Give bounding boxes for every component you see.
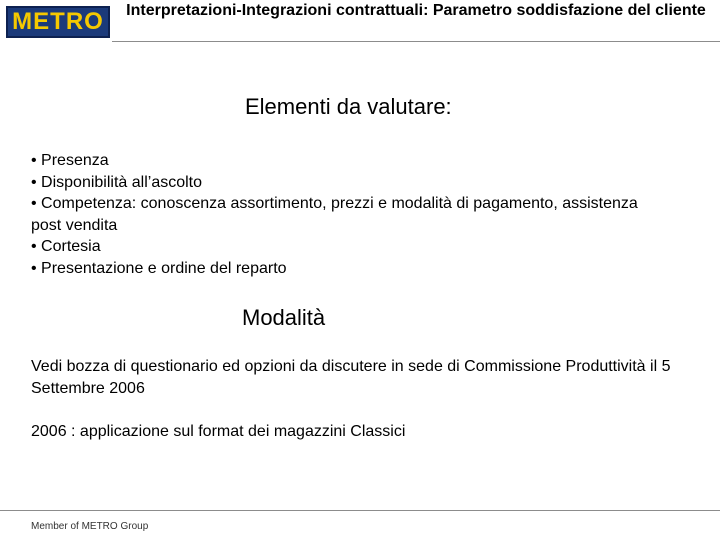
- list-item: • Presenza: [31, 152, 109, 169]
- metro-logo: [6, 6, 110, 38]
- list-item: • Disponibilità all’ascolto: [31, 173, 203, 191]
- list-item: • Competenza: conoscenza assortimento, prezzi e modalità di pagamento, assistenza post vendita: [31, 195, 638, 234]
- evaluation-list: [31, 150, 671, 280]
- footer-divider: [0, 510, 720, 511]
- list-item: • Presentazione e ordine del reparto: [31, 259, 287, 277]
- footer-text: Member of METRO Group: [31, 521, 149, 532]
- logo-text: METRO: [12, 8, 104, 35]
- application-paragraph: 2006 : applicazione sul format dei magazzini Classici: [31, 423, 406, 440]
- page-title: Interpretazioni-Integrazioni contrattuali: Parametro soddisfazione del cliente: [126, 2, 706, 19]
- list-item: • Cortesia: [31, 238, 101, 256]
- section-heading-modalita: Modalità: [242, 305, 326, 330]
- modalita-paragraph: Vedi bozza di questionario ed opzioni da discutere in sede di Commissione Produttività il 5 Settembre 2006: [31, 358, 671, 397]
- header-divider: [112, 41, 720, 42]
- section-heading-elements: Elementi da valutare:: [245, 94, 452, 119]
